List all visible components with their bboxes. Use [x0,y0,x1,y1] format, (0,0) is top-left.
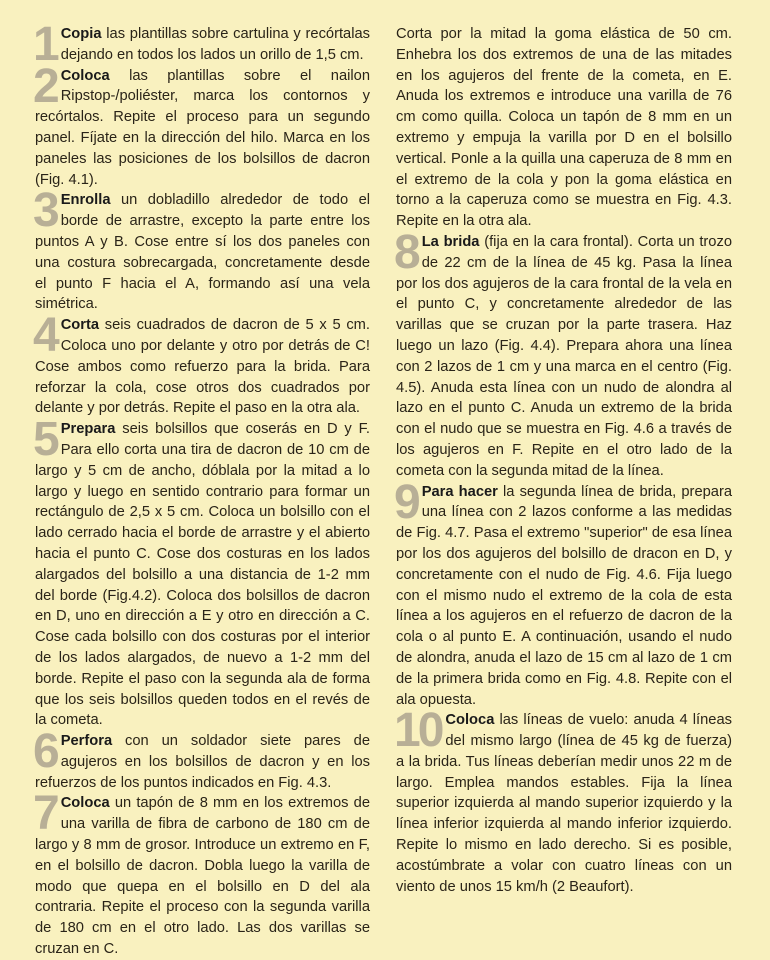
step-text: (fija en la cara frontal). Corta un trozo de 22 cm de la línea de 45 kg. Pasa la línea por los dos agujeros de la cara frontal de la vela en el punto C, y concretamente alrededor de las varillas que se cruzan por la parte trasera. Haz luego un lazo (Fig. 4.4). Prepara ahora una línea con 2 lazos de 1 cm y una marca en el centro (Fig. 4.5). Anuda esta línea con un nudo de alondra al lazo en el punto C. Anuda un extremo de la brida con el nudo que se muestra en Fig. 4.6 a través de los agujeros en F. Repite en el otro lado de la cometa con la segunda mitad de la línea. [396,233,732,479]
step-number: 10 [394,704,442,758]
step-3 [33,184,370,315]
right-column [396,24,732,897]
step-1 [33,18,370,71]
step-text: las plantillas sobre cartulina y recórtalas dejando en todos los lados un orillo de 1,5 cm. [60,26,370,63]
step-4 [33,309,370,419]
step-9 [394,475,733,711]
step-keyword: Prepara [60,421,116,438]
left-column [33,18,370,960]
step-keyword: Enrolla [60,192,111,209]
step-keyword: Corta [60,317,100,334]
step-text: con un soldador siete pares de agujeros en los bolsillos de dacron y en los refuerzos de los puntos indicados en Fig. 4.3. [35,733,370,791]
step-2 [33,59,370,191]
step-keyword: Coloca [60,795,110,812]
step-number: 1 [33,18,57,71]
step-5 [33,413,370,731]
step-text: un tapón de 8 mm en los extremos de una varilla de fibra de carbono de 180 cm de largo y 8 mm de grosor. Introduce un extremo en F, en el bolsillo de dacron. Dobla luego la varilla de modo que quepa en el bolsillo en D del ala contraria. Repite el proceso con la segunda varilla de 180 cm en el otro lado. Las dos varillas se cruzan en C. [35,795,370,958]
step-7 [33,787,370,959]
step-keyword: Coloca [60,67,110,84]
step-6 [33,725,370,793]
step-8 [394,225,732,482]
step-number: 8 [394,225,418,279]
step-keyword: Copia [60,26,102,42]
step-text: la segunda línea de brida, prepara una línea con 2 lazos conforme a las medidas de Fig. 4.7. Pasa el extremo "superior" de esa línea por los dos agujeros del bolsillo de dracon en D, y concretamente con el nudo de Fig. 4.6. Fija luego con el mismo nudo el extremo de la cola de esta línea a los agujeros en el refuerzo de dacron de la cola o al punto E. A continuación, usando el nudo de alondra, anuda el lazo de 15 cm al lazo de 1 cm de la primera brida como en Fig. 4.8. Repite con el ala opuesta. [396,483,733,708]
step-number: 9 [394,475,418,529]
step-number: 7 [33,787,57,841]
step-text: seis cuadrados de dacron de 5 x 5 cm. Coloca uno por delante y otro por detrás de C! Cose ambos como refuerzo para la brida. Para reforzar la cola, cose otros dos cuadrados por delante y por detrás. Repite el paso en la otra ala. [35,317,370,417]
step-number: 3 [33,184,57,238]
step-keyword: Coloca [445,712,495,729]
step-keyword: Perfora [60,733,113,750]
step-keyword: La brida [421,233,480,250]
step-keyword: Para hacer [421,483,498,500]
step-text: seis bolsillos que coserás en D y F. Para ello corta una tira de dacron de 10 cm de largo y 5 cm de ancho, dóblala por la mitad a lo largo y luego en sentido contrario para formar un rectángulo de 2,5 x 5 cm. Coloca un bolsillo con el lado cerrado hacia el borde de arrastre y el abierto hacia el punto C. Cose dos costuras en los lados alargados del bolsillo a una distancia de 1-2 mm del borde (Fig.4.2). Coloca dos bolsillos de dacron en D, uno en dirección a E y otro en dirección a C. Cose cada bolsillo con dos costuras por el interior de los lados alargados, de nuevo a 1-2 mm del borde. Repite el paso con la segunda ala de forma que los seis bolsillos queden todos en el revés de la cometa. [35,421,370,729]
step-7-continuation: Corta por la mitad la goma elástica de 50 cm. Enhebra los dos extremos de una de las mitades en los agujeros del frente de la cometa, en E. Anuda los extremos e introduce una varilla de 76 cm como quilla. Coloca un tapón de 8 mm en un extremo y empuja la varilla por D en el bolsillo vertical. Ponle a la quilla una caperuza de 8 mm en el extremo de la cola y pon la goma elástica en torno a la caperuza como se muestra en Fig. 4.3. Repite en la otra ala. [396,26,732,230]
step-number: 4 [33,309,57,363]
step-number: 2 [33,59,57,113]
step-text: un dobladillo alrededor de todo el borde de arrastre, excepto la parte entre los puntos A y B. Cose entre sí los dos paneles con una costura sobrecargada, concretamente desde el punto F hacia el A, formando así una vela simétrica. [35,192,370,313]
step-number: 5 [33,413,57,467]
step-number: 6 [33,725,57,779]
step-text: las líneas de vuelo: anuda 4 líneas del mismo largo (línea de 45 kg de fuerza) a la brida. Tus líneas deberían medir unos 22 m de largo. Emplea mandos estables. Fija la línea superior izquierda al mando superior izquierdo y la línea inferior izquierda al mando inferior izquierdo. Repite lo mismo en lado derecho. Si es posible, acostúmbrate a volar con cuatro líneas con un viento de unos 15 km/h (2 Beaufort). [396,712,732,895]
step-text: las plantillas sobre el nailon Ripstop-/poliéster, marca los contornos y recórtalos. Repite el proceso para un segundo panel. Fíjate en la dirección del hilo. Marca en los paneles las posiciones de los bolsillos de dacron (Fig. 4.1). [35,67,370,188]
step-10 [394,704,732,897]
